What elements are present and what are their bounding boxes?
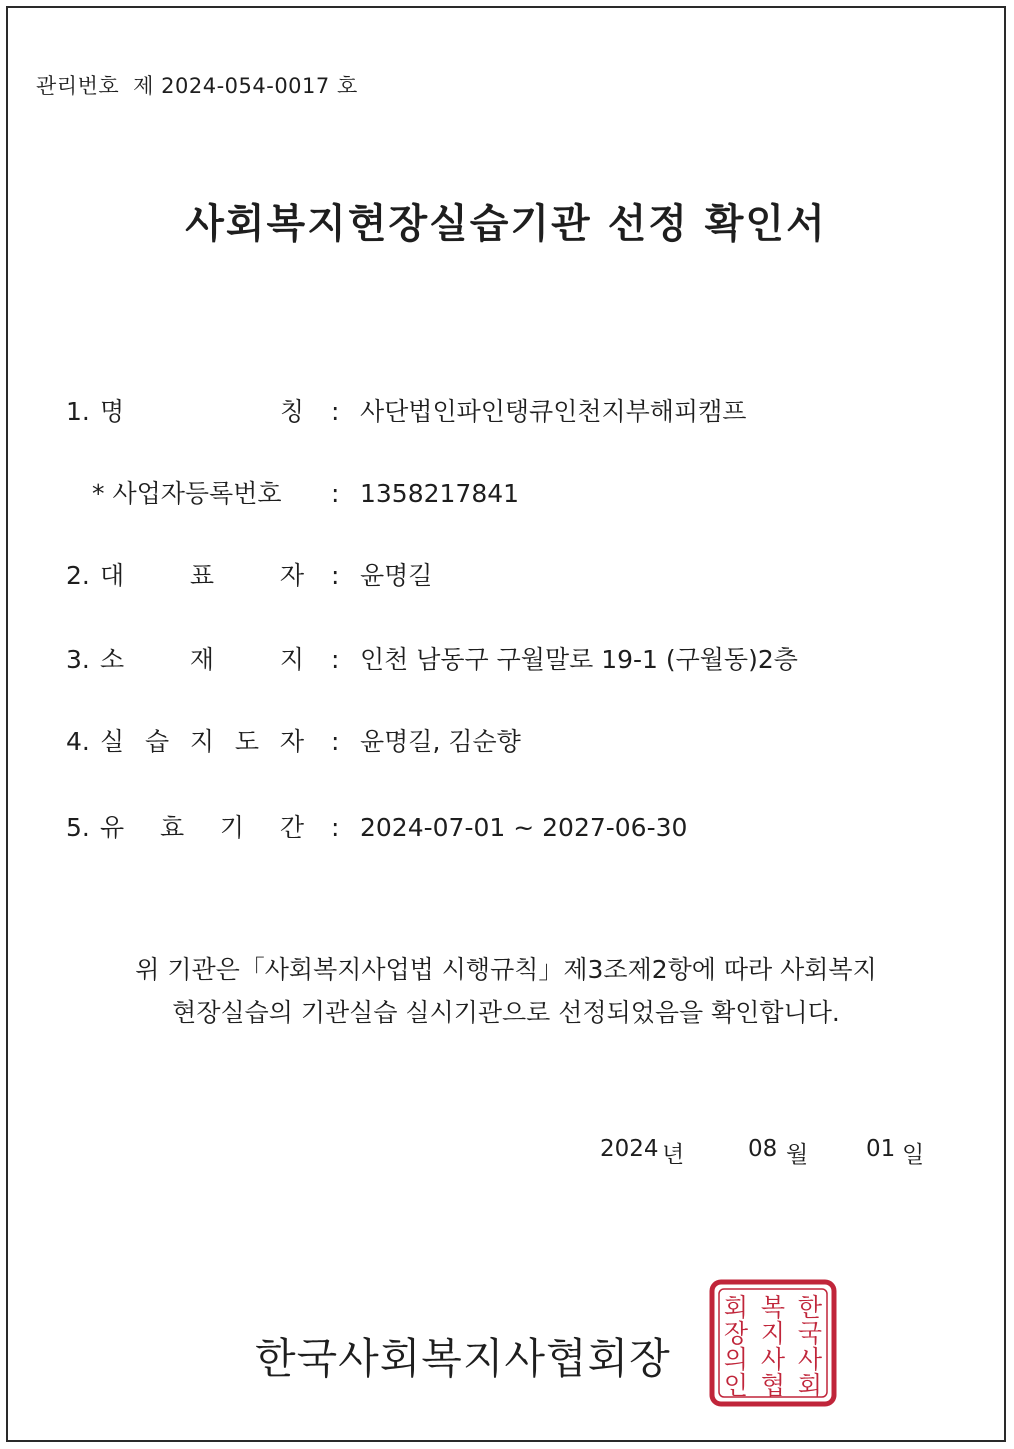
seal-char: 복 bbox=[760, 1293, 786, 1322]
seal-char: 한 bbox=[797, 1293, 823, 1322]
field-label-char: 표 bbox=[189, 561, 215, 590]
field-number: 3. bbox=[66, 645, 90, 674]
field-label-char: 명 bbox=[100, 397, 125, 426]
field-value: 인천 남동구 구월말로 19-1 (구월동)2층 bbox=[360, 645, 798, 674]
field-value: 2024-07-01 ~ 2027-06-30 bbox=[360, 813, 688, 842]
field-label bbox=[100, 392, 304, 432]
field-label-char: 재 bbox=[189, 645, 215, 674]
certificate-page bbox=[6, 6, 1006, 1442]
seal-char: 인 bbox=[723, 1371, 749, 1400]
management-number-prefix: 제 bbox=[133, 74, 154, 98]
field-colon: : bbox=[331, 479, 340, 508]
field-colon: : bbox=[331, 813, 340, 842]
field-label bbox=[100, 640, 304, 680]
field-label-char: 실 bbox=[100, 727, 125, 756]
statement bbox=[8, 948, 1004, 1034]
field-number: 2. bbox=[66, 561, 90, 590]
field-label-char: 습 bbox=[144, 727, 170, 756]
seal-char: 협 bbox=[760, 1371, 786, 1400]
field-colon: : bbox=[331, 645, 340, 674]
management-number-suffix: 호 bbox=[336, 74, 358, 98]
field-value: 1358217841 bbox=[360, 479, 520, 508]
field-label-char: 대 bbox=[100, 561, 125, 590]
field-row bbox=[8, 556, 1004, 596]
field-row bbox=[8, 392, 1004, 432]
field-label-char: * 사업자등록번호 bbox=[92, 479, 282, 508]
date-year: 2024 bbox=[600, 1136, 659, 1162]
field-label-char: 유 bbox=[100, 813, 125, 842]
field-row bbox=[8, 474, 1004, 514]
field-label-char: 효 bbox=[159, 813, 185, 842]
seal-char: 사 bbox=[797, 1345, 823, 1374]
field-label-char: 자 bbox=[279, 727, 304, 756]
field-label-char: 소 bbox=[100, 645, 125, 674]
field-row bbox=[8, 640, 1004, 680]
field-label-char: 지 bbox=[279, 645, 304, 674]
field-colon: : bbox=[331, 397, 340, 426]
field-label-char: 지 bbox=[189, 727, 215, 756]
date-year-unit: 년 bbox=[662, 1142, 685, 1168]
field-value: 윤명길, 김순향 bbox=[360, 727, 521, 756]
field-number: 1. bbox=[66, 397, 90, 426]
seal-char: 장 bbox=[723, 1319, 749, 1348]
field-label-char: 자 bbox=[279, 561, 304, 590]
field-value: 윤명길 bbox=[360, 561, 433, 590]
date-day-unit: 일 bbox=[902, 1142, 925, 1168]
field-label-char: 간 bbox=[279, 813, 304, 842]
seal-char: 회 bbox=[723, 1293, 749, 1322]
field-number: 4. bbox=[66, 727, 90, 756]
seal-char: 회 bbox=[797, 1371, 823, 1400]
field-label bbox=[92, 474, 314, 514]
document-title: 사회복지현장실습기관 선정 확인서 bbox=[185, 201, 827, 247]
issuer-name: 한국사회복지사협회장 bbox=[255, 1334, 671, 1383]
field-label bbox=[100, 556, 304, 596]
seal-char: 사 bbox=[760, 1345, 786, 1374]
field-row bbox=[8, 722, 1004, 762]
statement-line: 위 기관은「사회복지사업법 시행규칙」제3조제2항에 따라 사회복지 bbox=[135, 955, 877, 984]
date-month: 08 bbox=[748, 1136, 778, 1162]
seal-char: 의 bbox=[723, 1345, 749, 1374]
official-seal-icon bbox=[708, 1278, 838, 1408]
field-label bbox=[100, 722, 304, 762]
field-value: 사단법인파인탱큐인천지부해피캠프 bbox=[360, 397, 747, 426]
seal-char: 국 bbox=[797, 1319, 823, 1348]
field-label-char: 도 bbox=[234, 727, 260, 756]
management-number-label: 관리번호 bbox=[36, 74, 120, 98]
seal-char: 지 bbox=[760, 1319, 786, 1348]
field-row bbox=[8, 808, 1004, 848]
field-label-char: 칭 bbox=[279, 397, 304, 426]
date-day: 01 bbox=[866, 1136, 896, 1162]
field-label-char: 기 bbox=[219, 813, 245, 842]
field-number: 5. bbox=[66, 813, 90, 842]
field-colon: : bbox=[331, 727, 340, 756]
statement-line: 현장실습의 기관실습 실시기관으로 선정되었음을 확인합니다. bbox=[172, 998, 840, 1027]
field-label bbox=[100, 808, 304, 848]
date-month-unit: 월 bbox=[786, 1142, 809, 1168]
management-number bbox=[36, 70, 358, 100]
management-number-value: 2024-054-0017 bbox=[161, 74, 330, 98]
field-colon: : bbox=[331, 561, 340, 590]
